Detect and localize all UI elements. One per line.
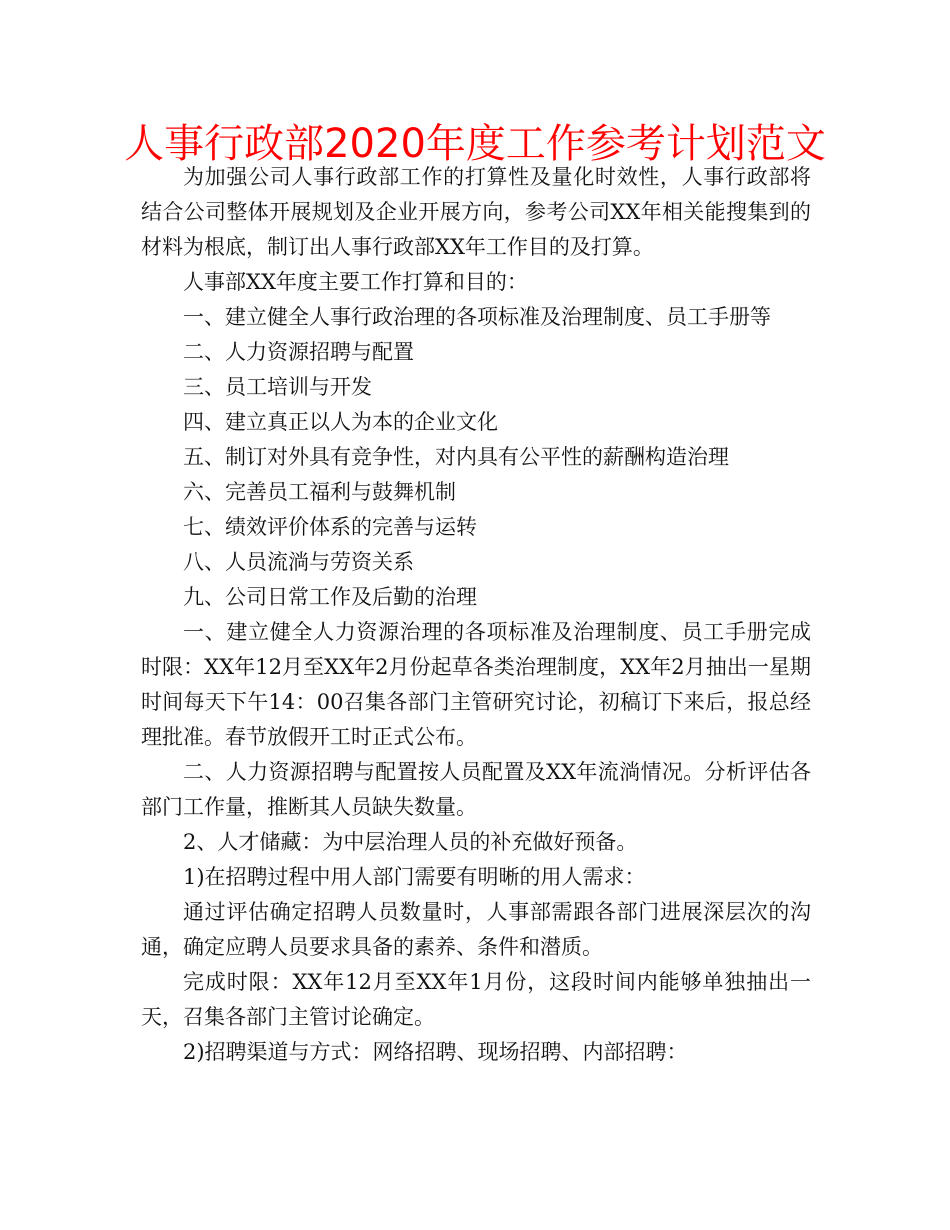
paragraph-plan-heading: 人事部XX年度主要工作打算和目的： <box>183 270 528 294</box>
list-item-9: 九、公司日常工作及后勤的治理 <box>183 585 477 609</box>
paragraph-deadline: 完成时限：XX年12月至XX年1月份，这段时间内能够单独抽出一天，召集各部门主管讨论确定。 <box>141 970 811 1029</box>
list-item-1: 一、建立健全人事行政治理的各项标准及治理制度、员工手册等 <box>183 305 771 329</box>
document-title: 人事行政部2020年度工作参考计划范文 <box>124 121 826 167</box>
document-body <box>141 160 811 1070</box>
paragraph-section-1: 一、建立健全人力资源治理的各项标准及治理制度、员工手册完成时限：XX年12月至XX年2月份起草各类治理制度，XX年2月抽出一星期时间每天下午14：00召集各部门主管研究讨论，初稿订下来后，报总经理批准。春节放假开工时正式公布。 <box>141 620 811 749</box>
list-item-8: 八、人员流淌与劳资关系 <box>183 550 414 574</box>
list-item-5: 五、制订对外具有竞争性，对内具有公平性的薪酬构造治理 <box>183 445 729 469</box>
list-item-3: 三、员工培训与开发 <box>183 375 372 399</box>
list-item-7: 七、绩效评价体系的完善与运转 <box>183 515 477 539</box>
paragraph-hiring-needs: 1)在招聘过程中用人部门需要有明晰的用人需求： <box>183 865 646 889</box>
paragraph-talent-reserve: 2、人才储藏：为中层治理人员的补充做好预备。 <box>183 830 638 854</box>
paragraph-section-2: 二、人力资源招聘与配置按人员配置及XX年流淌情况。分析评估各部门工作量，推断其人员缺失数量。 <box>141 760 811 819</box>
list-item-4: 四、建立真正以人为本的企业文化 <box>183 410 498 434</box>
paragraph-channels: 2)招聘渠道与方式：网络招聘、现场招聘、内部招聘： <box>183 1040 688 1064</box>
paragraph-intro: 为加强公司人事行政部工作的打算性及量化时效性，人事行政部将结合公司整体开展规划及企业开展方向，参考公司XX年相关能搜集到的材料为根底，制订出人事行政部XX年工作目的及打算。 <box>141 165 811 259</box>
list-item-6: 六、完善员工福利与鼓舞机制 <box>183 480 456 504</box>
paragraph-evaluation: 通过评估确定招聘人员数量时，人事部需跟各部门进展深层次的沟通，确定应聘人员要求具备的素养、条件和潜质。 <box>141 900 811 959</box>
list-item-2: 二、人力资源招聘与配置 <box>183 340 414 364</box>
